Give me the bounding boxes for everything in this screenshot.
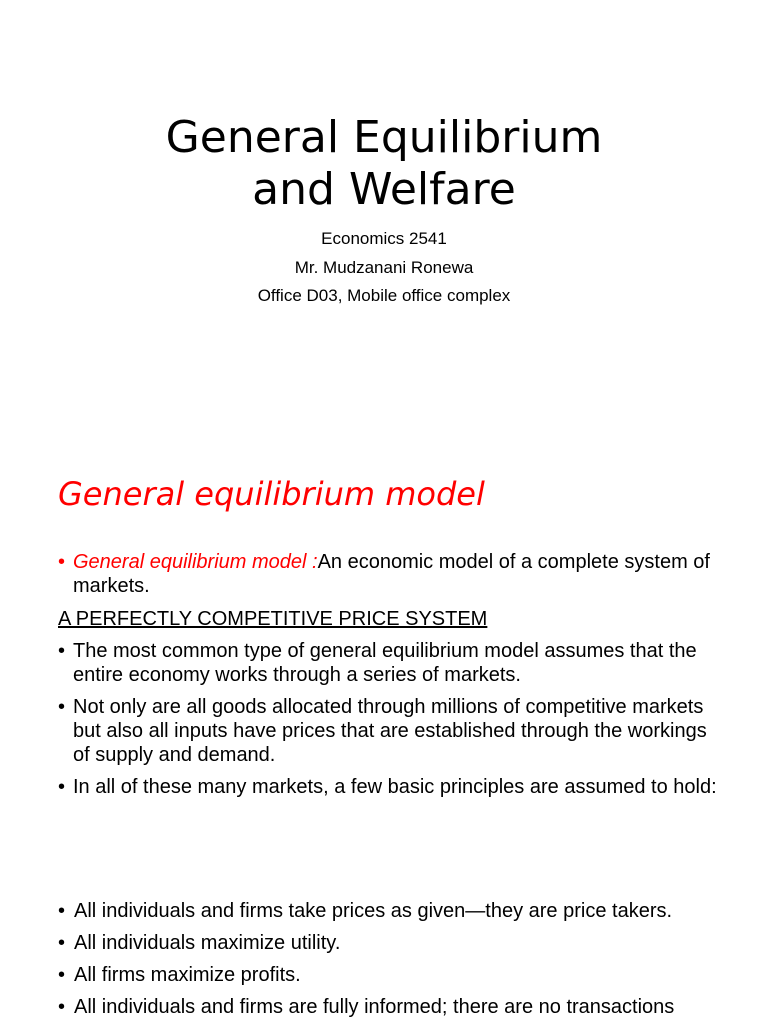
slide-heading: General equilibrium model [58,475,485,513]
principle-item [58,899,738,923]
bullet-marker: • [58,900,66,922]
definition-text: An economic model of a complete system of markets. [73,551,710,597]
list-item-text: In all of these many markets, a few basic principles are assumed to hold: [73,776,717,798]
bullet-marker: • [58,551,66,573]
principle-item [58,931,738,955]
content-slide [0,440,768,1024]
list-item-text: The most common type of general equilibrium model assumes that the entire economy works through a series of markets. [73,640,697,686]
definition-bullet [58,550,718,598]
list-item-text: Not only are all goods allocated through millions of competitive markets but also all inputs have prices that are established through the workings of supply and demand. [73,696,707,766]
principle-text: All firms maximize profits. [74,964,301,986]
slide-title [0,112,768,216]
title-line-2: and Welfare [252,164,516,215]
course-code: Economics 2541 [321,229,447,248]
lecturer-name: Mr. Mudzanani Ronewa [294,258,474,277]
title-line-1: General Equilibrium [165,112,603,163]
bullet-marker: • [58,964,66,986]
principle-text: All individuals and firms take prices as given—they are price takers. [74,900,673,922]
principle-text: All individuals and firms are fully informed; there are no transactions [74,996,675,1018]
principle-text: All individuals maximize utility. [74,932,341,954]
definition-term: General equilibrium model : [73,551,318,573]
bullet-marker: • [58,696,66,718]
office-location: Office D03, Mobile office complex [257,286,511,305]
bullet-marker: • [58,776,66,798]
bullet-marker: • [58,996,66,1018]
list-item [58,639,718,687]
list-item [58,775,718,799]
bullet-marker: • [58,640,66,662]
principle-item [58,963,738,987]
title-slide [0,0,768,440]
section-heading: A PERFECTLY COMPETITIVE PRICE SYSTEM [58,608,488,630]
list-item [58,695,718,767]
bullet-marker: • [58,932,66,954]
principle-item [58,995,738,1019]
